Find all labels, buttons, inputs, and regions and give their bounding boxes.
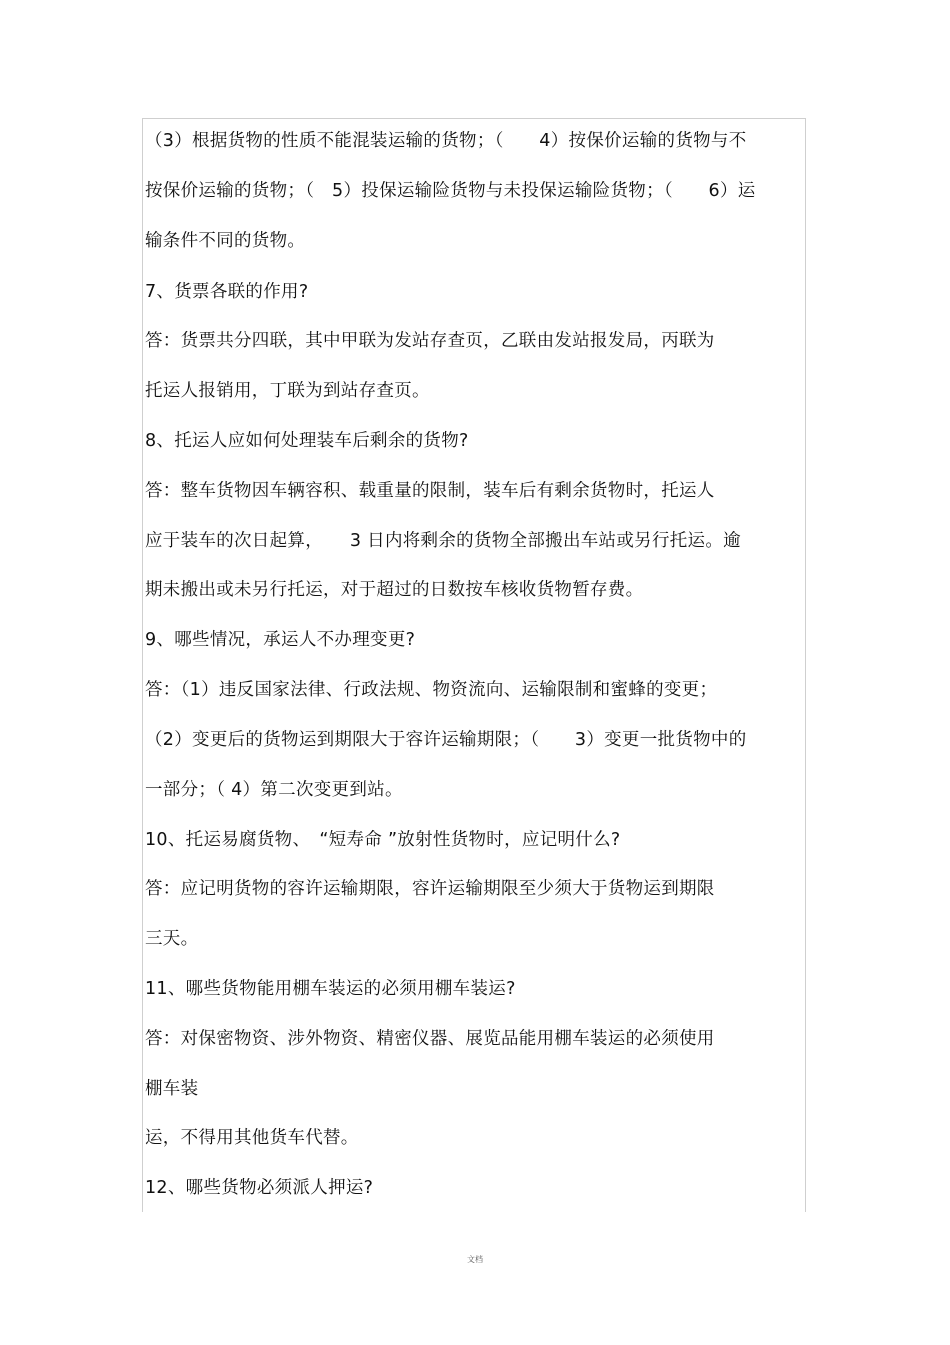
text-line: 运，不得用其他货车代替。: [145, 1128, 359, 1148]
text-line: （2）变更后的货物运到期限大于容许运输期限；（ 3）变更一批货物中的: [145, 730, 747, 750]
text-line: 一部分；（ 4）第二次变更到站。: [145, 780, 403, 800]
page-footer: 文档: [467, 1255, 483, 1264]
answer-line: 答：整车货物因车辆容积、载重量的限制，装车后有剩余货物时，托运人: [145, 481, 715, 501]
answer-line: 答：应记明货物的容许运输期限，容许运输期限至少须大于货物运到期限: [145, 879, 715, 899]
text-line: 按保价运输的货物；（ 5）投保运输险货物与未投保运输险货物；（ 6）运: [145, 181, 756, 201]
text-line: 托运人报销用，丁联为到站存查页。: [145, 381, 430, 401]
text-line: 期未搬出或未另行托运，对于超过的日数按车核收货物暂存费。: [145, 580, 644, 600]
text-line: 棚车装: [145, 1079, 199, 1099]
question-heading: 7、货票各联的作用?: [145, 282, 309, 302]
text-line: 三天。: [145, 929, 199, 949]
text-line: 应于装车的次日起算， 3 日内将剩余的货物全部搬出车站或另行托运。逾: [145, 531, 741, 551]
answer-line: 答：对保密物资、涉外物资、精密仪器、展览品能用棚车装运的必须使用: [145, 1029, 715, 1049]
question-heading: 11、哪些货物能用棚车装运的必须用棚车装运?: [145, 979, 516, 999]
question-heading: 12、哪些货物必须派人押运?: [145, 1178, 374, 1198]
question-heading: 10、托运易腐货物、 “短寿命 ”放射性货物时，应记明什么?: [145, 830, 621, 850]
answer-line: 答：货票共分四联，其中甲联为发站存查页，乙联由发站报发局，丙联为: [145, 331, 715, 351]
text-line: （3）根据货物的性质不能混装运输的货物；（ 4）按保价运输的货物与不: [145, 131, 747, 151]
question-heading: 9、哪些情况，承运人不办理变更?: [145, 630, 416, 650]
text-line: 输条件不同的货物。: [145, 231, 306, 251]
answer-line: 答：（1）违反国家法律、行政法规、物资流向、运输限制和蜜蜂的变更；: [145, 680, 718, 700]
question-heading: 8、托运人应如何处理装车后剩余的货物?: [145, 431, 469, 451]
